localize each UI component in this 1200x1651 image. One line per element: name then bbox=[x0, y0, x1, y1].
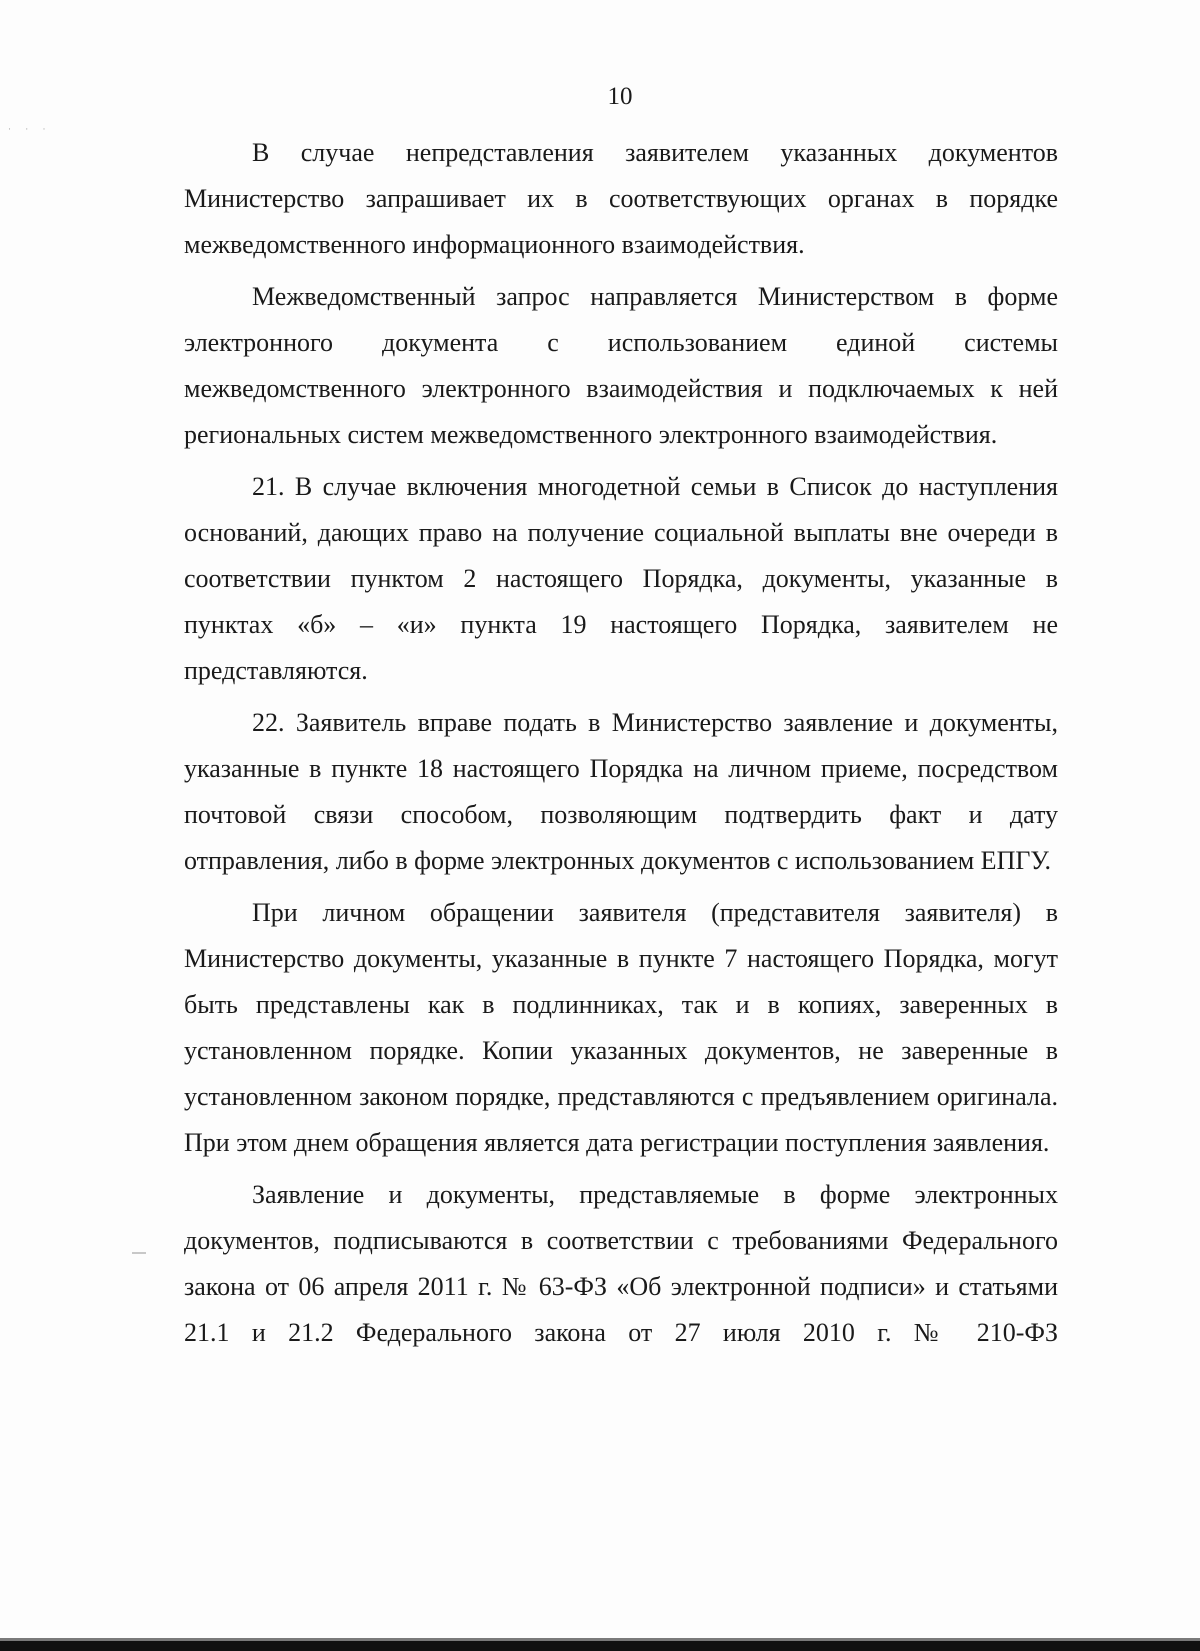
scan-artifact-mark bbox=[132, 1252, 146, 1254]
paragraph-clause-21: 21. В случае включения многодетной семьи в Список до наступления оснований, дающих право на получение социальной выплаты вне очереди в соответствии пунктом 2 настоящего Порядка, документы, указанные в пунктах «б» – «и» пункта 19 настоящего Порядка, заявителем не представляются. bbox=[184, 472, 1058, 685]
document-body bbox=[184, 130, 1058, 1362]
paragraph-electronic-signature: Заявление и документы, представляемые в форме электронных документов, подписываются в соответствии с требованиями Федерального закона от 06 апреля 2011 г. № 63-ФЗ «Об электронной подписи» и статьями 21.1 и 21.2 Федерального закона от 27 июля 2010 г. № 210-ФЗ bbox=[184, 1180, 1058, 1347]
page-number: 10 bbox=[607, 83, 633, 110]
paragraph-clause-22: 22. Заявитель вправе подать в Министерство заявление и документы, указанные в пункте 18 настоящего Порядка на личном приеме, посредством почтовой связи способом, позволяющим подтвердить факт и дату отправления, либо в форме электронных документов с использованием ЕПГУ. bbox=[184, 708, 1058, 875]
paragraph-personal-visit: При личном обращении заявителя (представителя заявителя) в Министерство документы, указанные в пункте 7 настоящего Порядка, могут быть представлены как в подлинниках, так и в копиях, заверенных в установленном порядке. Копии указанных документов, не заверенные в установленном законом порядке, представляются с предъявлением оригинала. При этом днем обращения является дата регистрации поступления заявления. bbox=[184, 898, 1058, 1157]
paragraph-document-request: В случае непредставления заявителем указанных документов Министерство запрашивает их в соответствующих органах в порядке межведомственного информационного взаимодействия. bbox=[184, 138, 1058, 259]
paragraph-interagency-request: Межведомственный запрос направляется Министерством в форме электронного документа с использованием единой системы межведомственного электронного взаимодействия и подключаемых к ней региональных систем межведомственного электронного взаимодействия. bbox=[184, 282, 1058, 449]
scan-artifact: · · · bbox=[8, 124, 52, 134]
page-bottom-edge bbox=[0, 1641, 1200, 1651]
